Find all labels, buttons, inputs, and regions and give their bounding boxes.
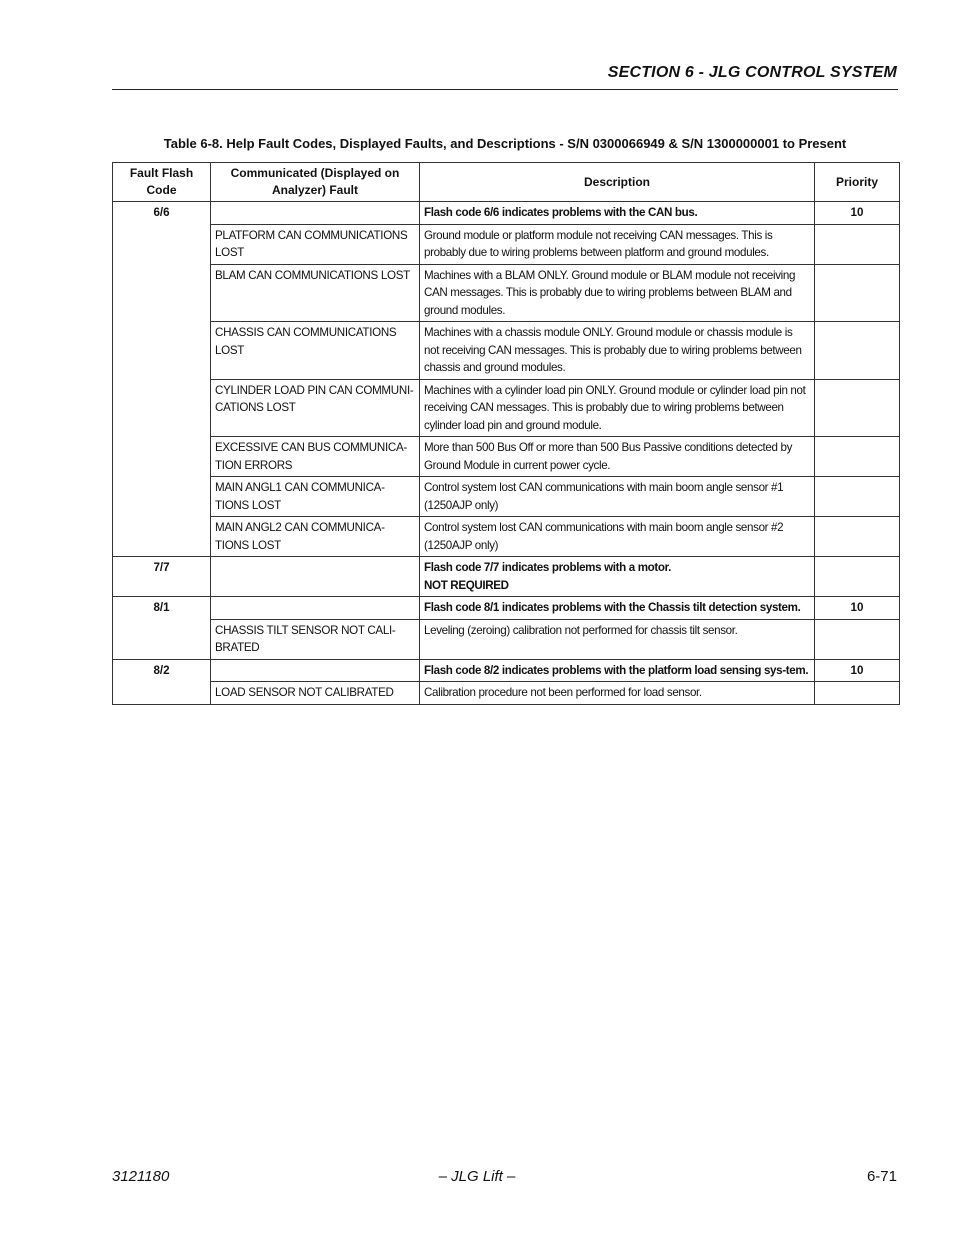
flash-code-cell: 6/6 (113, 202, 211, 557)
fault-cell: BLAM CAN COMMUNICATIONS LOST (211, 264, 420, 322)
table-row-code-heading (113, 597, 900, 620)
priority-cell (815, 264, 900, 322)
section-title: SECTION 6 - JLG CONTROL SYSTEM (607, 64, 897, 81)
column-header-description: Description (420, 163, 815, 202)
fault-cell: MAIN ANGL1 CAN COMMUNICA-TIONS LOST (211, 477, 420, 517)
priority-cell: 10 (815, 659, 900, 682)
description-cell (420, 557, 815, 597)
description-cell: Flash code 8/2 indicates problems with the platform load sensing sys-tem. (420, 659, 815, 682)
column-header-communicated-fault: Communicated (Displayed on Analyzer) Fault (211, 163, 420, 202)
fault-cell (211, 202, 420, 225)
description-cell: Flash code 8/1 indicates problems with the Chassis tilt detection system. (420, 597, 815, 620)
description-cell: Machines with a cylinder load pin ONLY. Ground module or cylinder load pin not receiving CAN messages. This is probably due to wiring problems between cylinder load pin and ground module. (420, 379, 815, 437)
table-row (113, 477, 900, 517)
fault-cell: CHASSIS TILT SENSOR NOT CALI-BRATED (211, 619, 420, 659)
priority-cell (815, 322, 900, 380)
table-row (113, 682, 900, 705)
fault-cell: LOAD SENSOR NOT CALIBRATED (211, 682, 420, 705)
table-row (113, 517, 900, 557)
table-row (113, 437, 900, 477)
table-row-code-heading (113, 659, 900, 682)
description-cell: Control system lost CAN communications with main boom angle sensor #1 (1250AJP only) (420, 477, 815, 517)
fault-cell (211, 557, 420, 597)
description-cell: Leveling (zeroing) calibration not performed for chassis tilt sensor. (420, 619, 815, 659)
description-cell: Control system lost CAN communications with main boom angle sensor #2 (1250AJP only) (420, 517, 815, 557)
table-row (113, 619, 900, 659)
fault-codes-table (112, 162, 900, 705)
fault-cell (211, 597, 420, 620)
priority-cell (815, 557, 900, 597)
column-header-priority: Priority (815, 163, 900, 202)
description-cell: Flash code 6/6 indicates problems with the CAN bus. (420, 202, 815, 225)
priority-cell (815, 517, 900, 557)
description-cell: Machines with a BLAM ONLY. Ground module or BLAM module not receiving CAN messages. This is probably due to wiring problems between BLAM and ground modules. (420, 264, 815, 322)
table-row (113, 379, 900, 437)
description-cell: Calibration procedure not been performed for load sensor. (420, 682, 815, 705)
priority-cell: 10 (815, 202, 900, 225)
table-row-code-heading (113, 557, 900, 597)
priority-cell (815, 379, 900, 437)
column-header-fault-flash-code: Fault Flash Code (113, 163, 211, 202)
heading-note: NOT REQUIRED (424, 578, 509, 592)
description-cell: Machines with a chassis module ONLY. Ground module or chassis module is not receiving CAN messages. This is probably due to wiring problems between chassis and ground modules. (420, 322, 815, 380)
fault-cell: EXCESSIVE CAN BUS COMMUNICA-TION ERRORS (211, 437, 420, 477)
table-row (113, 224, 900, 264)
priority-cell: 10 (815, 597, 900, 620)
heading-description: Flash code 7/7 indicates problems with a motor. (424, 561, 672, 574)
description-cell: More than 500 Bus Off or more than 500 Bus Passive conditions detected by Ground Module in current power cycle. (420, 437, 815, 477)
publisher-footer: – JLG Lift – (438, 1168, 516, 1185)
priority-cell (815, 619, 900, 659)
table-caption: Table 6-8. Help Fault Codes, Displayed Faults, and Descriptions - S/N 0300066949 & S/N 1300000001 to Present (163, 136, 847, 151)
fault-cell (211, 659, 420, 682)
description-cell: Ground module or platform module not receiving CAN messages. This is probably due to wiring problems between platform and ground modules. (420, 224, 815, 264)
flash-code-cell: 8/1 (113, 597, 211, 660)
table-row-code-heading (113, 202, 900, 225)
fault-cell: PLATFORM CAN COMMUNICATIONS LOST (211, 224, 420, 264)
table-header-row (113, 163, 900, 202)
document-number: 3121180 (112, 1168, 170, 1185)
fault-cell: CYLINDER LOAD PIN CAN COMMUNI-CATIONS LOST (211, 379, 420, 437)
priority-cell (815, 477, 900, 517)
table-row (113, 264, 900, 322)
priority-cell (815, 437, 900, 477)
table-row (113, 322, 900, 380)
priority-cell (815, 224, 900, 264)
page-number: 6-71 (866, 1168, 897, 1185)
fault-cell: CHASSIS CAN COMMUNICATIONS LOST (211, 322, 420, 380)
header-divider (112, 89, 898, 90)
flash-code-cell: 8/2 (113, 659, 211, 704)
flash-code-cell: 7/7 (113, 557, 211, 597)
fault-cell: MAIN ANGL2 CAN COMMUNICA-TIONS LOST (211, 517, 420, 557)
priority-cell (815, 682, 900, 705)
